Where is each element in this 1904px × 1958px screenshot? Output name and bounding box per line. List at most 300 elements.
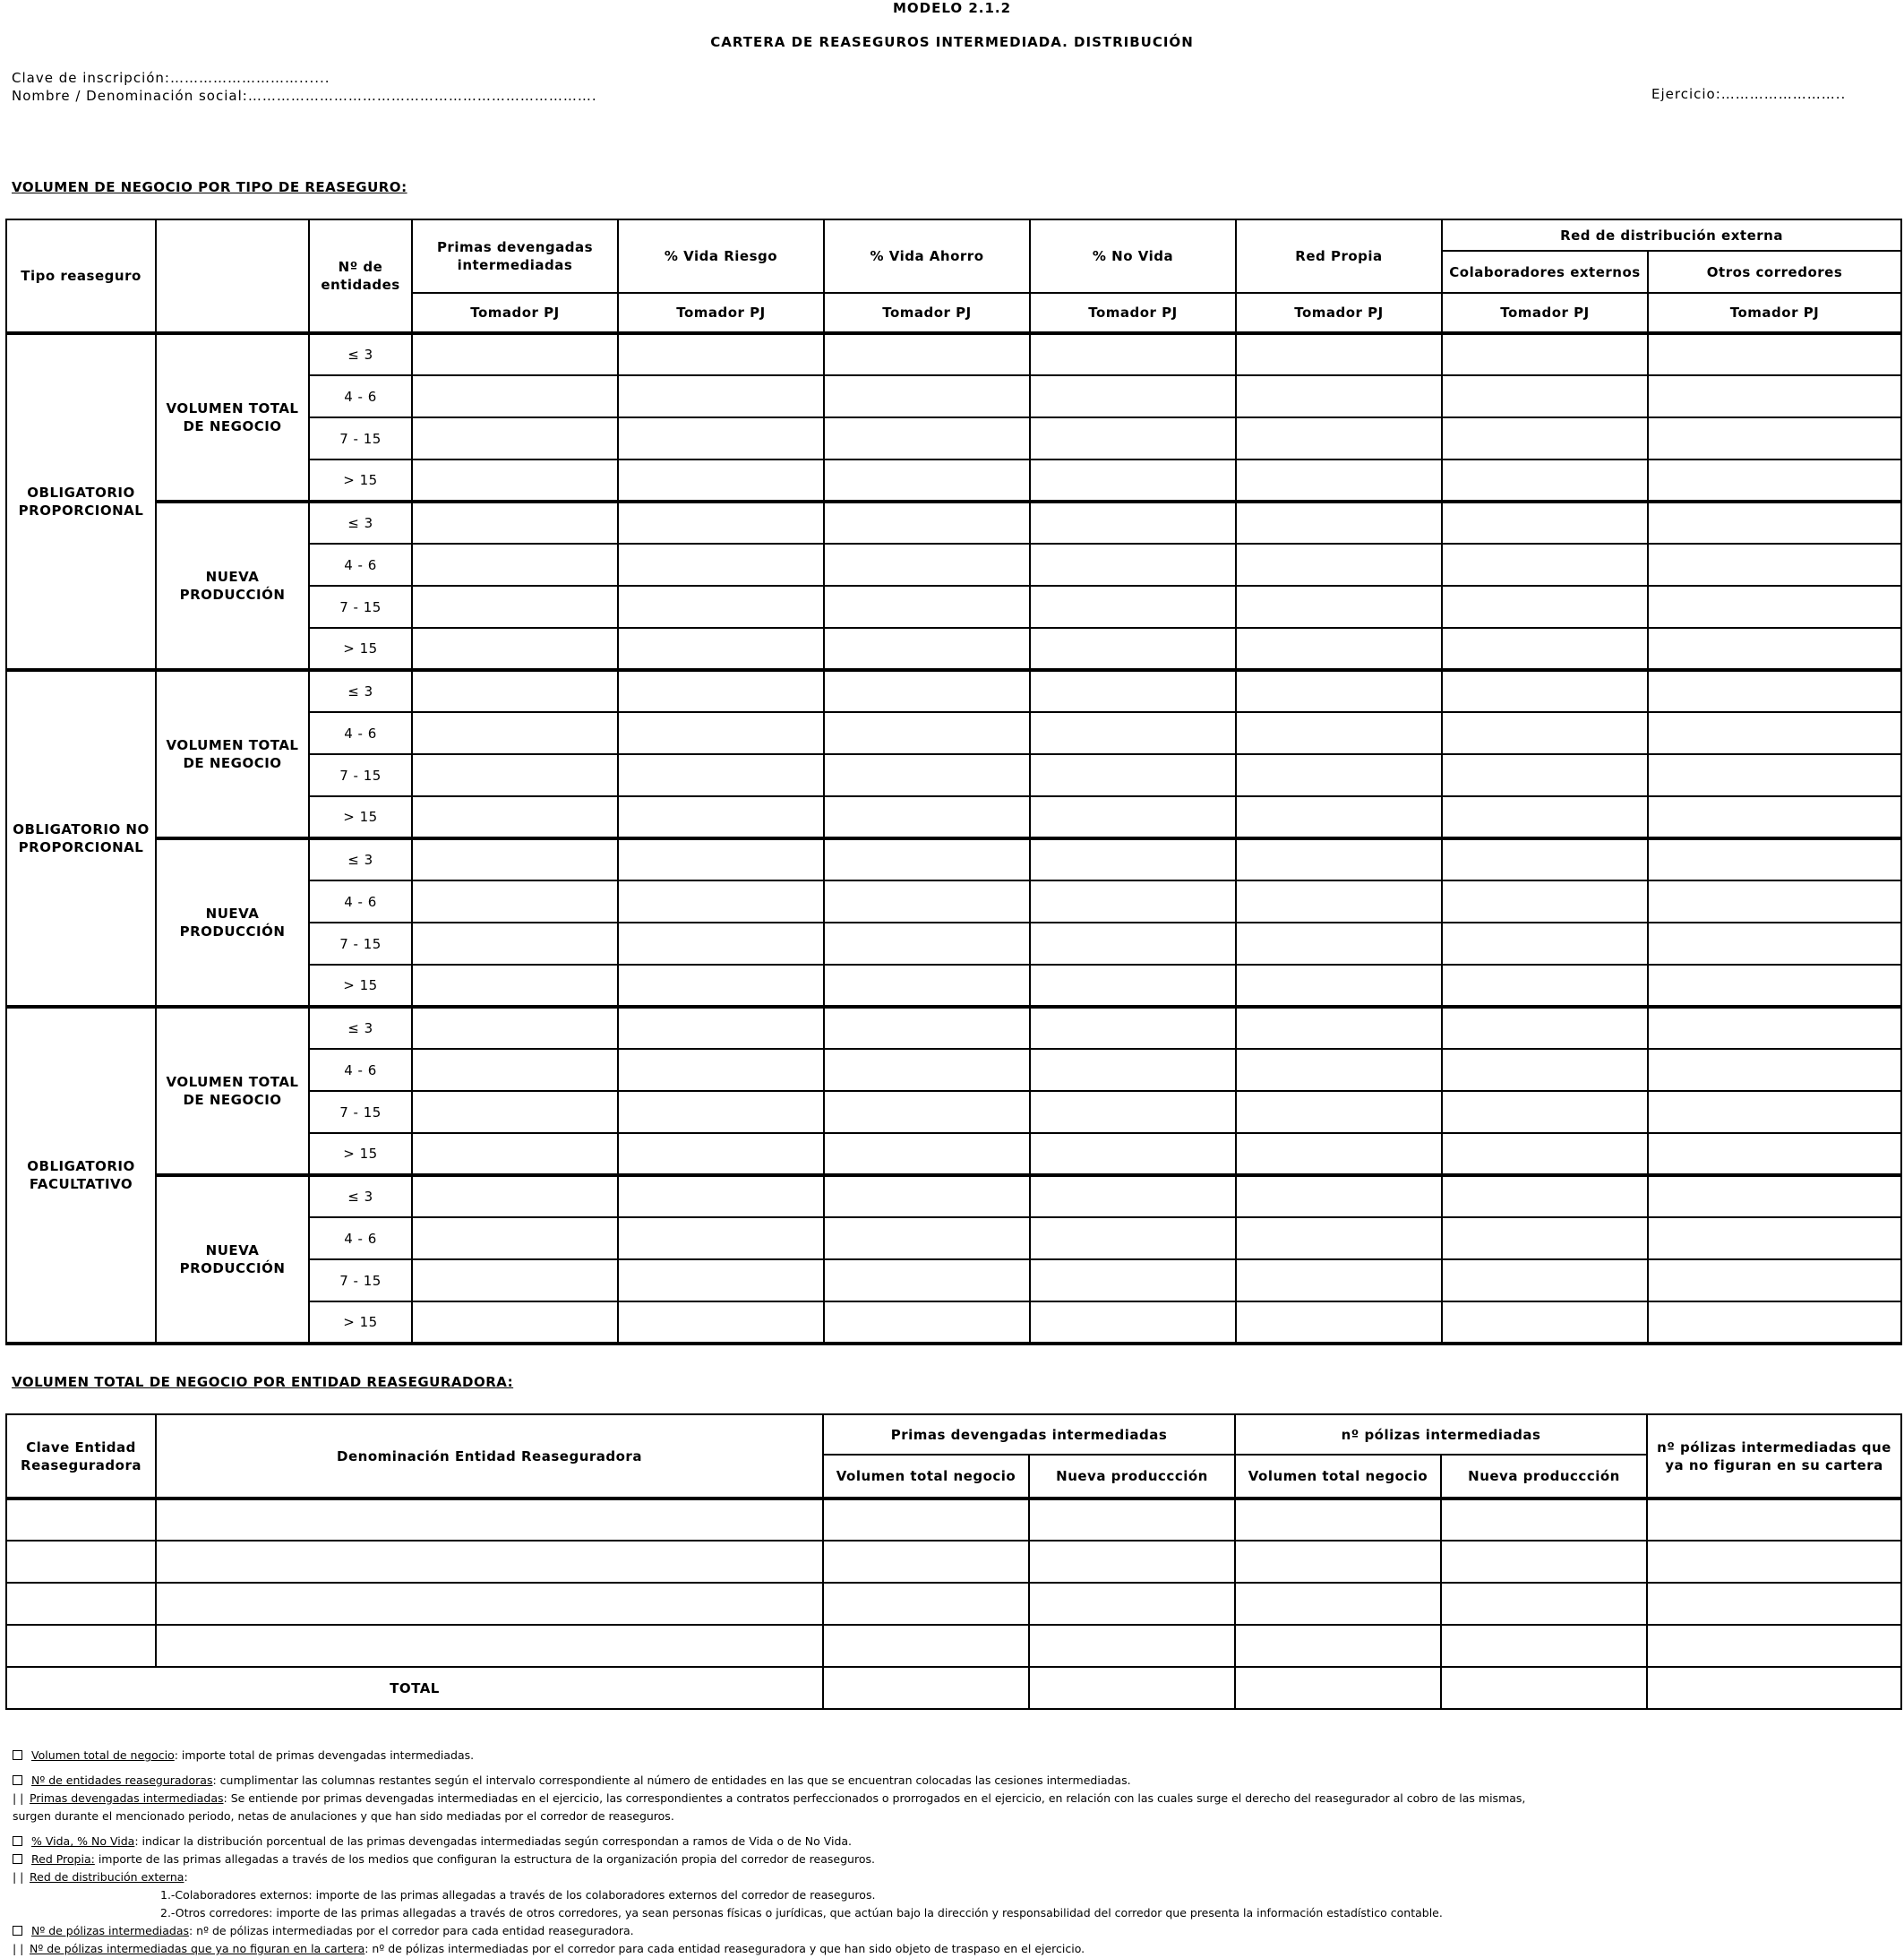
footnote-item [13, 1790, 1525, 1808]
range-label: ≤ 3 [309, 838, 412, 880]
tomador-pj-header: Tomador PJ [1442, 293, 1648, 333]
tomador-pj-header: Tomador PJ [412, 293, 618, 333]
col-denominacion-entidad: Denominación Entidad Reaseguradora [156, 1414, 823, 1499]
data-cell[interactable] [1236, 502, 1442, 544]
entity-data-cell[interactable] [1029, 1583, 1235, 1625]
data-cell[interactable] [1442, 880, 1648, 923]
data-cell[interactable] [1442, 1175, 1648, 1217]
footnote-term: Nº de pólizas intermediadas que ya no figuran en la cartera [30, 1942, 365, 1955]
entity-data-cell[interactable] [1235, 1625, 1441, 1667]
data-cell[interactable] [1236, 754, 1442, 796]
data-cell[interactable] [1236, 923, 1442, 965]
data-cell[interactable] [618, 1049, 824, 1091]
data-cell[interactable] [618, 880, 824, 923]
data-cell[interactable] [1442, 628, 1648, 670]
data-cell[interactable] [412, 1301, 618, 1344]
data-cell[interactable] [412, 965, 618, 1007]
data-cell[interactable] [1030, 333, 1236, 375]
data-cell[interactable] [824, 417, 1030, 459]
data-cell[interactable] [1648, 1007, 1901, 1049]
footnote-text: 1.-Colaboradores externos: importe de las primas allegadas a través de los colaboradores externos del corredor de reaseguros. [160, 1888, 876, 1902]
entity-data-cell[interactable] [823, 1625, 1029, 1667]
data-cell[interactable] [1442, 502, 1648, 544]
range-label: > 15 [309, 459, 412, 502]
col-polizas-no-figuran: nº pólizas intermediadas que ya no figuran en su cartera [1647, 1414, 1901, 1499]
footnote-item [13, 1808, 674, 1825]
data-cell[interactable] [1442, 417, 1648, 459]
data-cell[interactable] [1648, 796, 1901, 838]
data-cell[interactable] [618, 459, 824, 502]
data-cell[interactable] [1648, 628, 1901, 670]
data-cell[interactable] [412, 880, 618, 923]
col-clave-entidad: Clave Entidad Reaseguradora [6, 1414, 156, 1499]
data-cell[interactable] [618, 502, 824, 544]
data-cell[interactable] [618, 796, 824, 838]
data-cell[interactable] [1442, 1133, 1648, 1175]
data-cell[interactable] [824, 459, 1030, 502]
data-cell[interactable] [1442, 923, 1648, 965]
data-cell[interactable] [618, 1091, 824, 1133]
data-cell[interactable] [824, 880, 1030, 923]
data-cell[interactable] [412, 586, 618, 628]
data-cell[interactable] [1030, 459, 1236, 502]
nombre-denominacion-field[interactable]: Nombre / Denominación social:………………………………………………………………. [12, 88, 597, 104]
entity-data-cell[interactable] [1647, 1541, 1901, 1583]
entity-table [5, 1413, 1902, 1710]
data-cell[interactable] [1030, 417, 1236, 459]
data-cell[interactable] [1236, 459, 1442, 502]
subgroup-label: NUEVA PRODUCCIÓN [156, 502, 309, 670]
col-vida-ahorro: % Vida Ahorro [824, 219, 1030, 293]
footnote-item [13, 1772, 1131, 1790]
entity-data-cell[interactable] [156, 1499, 823, 1541]
footnote-term: % Vida, % No Vida [31, 1834, 135, 1848]
data-cell[interactable] [1236, 1217, 1442, 1259]
data-cell[interactable] [1442, 1007, 1648, 1049]
data-cell[interactable] [618, 965, 824, 1007]
data-cell[interactable] [1648, 586, 1901, 628]
data-cell[interactable] [1236, 712, 1442, 754]
total-cell[interactable] [1029, 1667, 1235, 1709]
data-cell[interactable] [1648, 1259, 1901, 1301]
data-cell[interactable] [618, 838, 824, 880]
data-cell[interactable] [618, 923, 824, 965]
total-label: TOTAL [6, 1667, 823, 1709]
data-cell[interactable] [412, 923, 618, 965]
tomador-pj-header: Tomador PJ [618, 293, 824, 333]
group-label: OBLIGATORIO FACULTATIVO [6, 1007, 156, 1344]
col-red-propia: Red Propia [1236, 219, 1442, 293]
data-cell[interactable] [412, 1259, 618, 1301]
bullet-box-icon [13, 1926, 22, 1936]
entity-data-cell[interactable] [823, 1541, 1029, 1583]
data-cell[interactable] [1030, 1133, 1236, 1175]
col-primas-devengadas: Primas devengadas intermediadas [823, 1414, 1235, 1455]
data-cell[interactable] [618, 754, 824, 796]
data-cell[interactable] [1648, 333, 1901, 375]
data-cell[interactable] [1648, 1091, 1901, 1133]
data-cell[interactable] [1442, 1301, 1648, 1344]
bullet-box-icon [13, 1750, 22, 1760]
group-label: OBLIGATORIO PROPORCIONAL [6, 333, 156, 670]
data-cell[interactable] [1648, 1049, 1901, 1091]
subgroup-label: VOLUMEN TOTAL DE NEGOCIO [156, 1007, 309, 1175]
entity-data-cell[interactable] [1647, 1625, 1901, 1667]
footnote-item [13, 1868, 188, 1886]
data-cell[interactable] [618, 1007, 824, 1049]
range-label: ≤ 3 [309, 502, 412, 544]
data-cell[interactable] [1030, 880, 1236, 923]
data-cell[interactable] [618, 417, 824, 459]
data-cell[interactable] [824, 1301, 1030, 1344]
model-number: MODELO 2.1.2 [892, 0, 1012, 16]
data-cell[interactable] [824, 502, 1030, 544]
range-label: 4 - 6 [309, 712, 412, 754]
entity-data-cell[interactable] [1441, 1541, 1647, 1583]
data-cell[interactable] [412, 754, 618, 796]
data-cell[interactable] [1236, 333, 1442, 375]
footnote-text: surgen durante el mencionado periodo, netas de anulaciones y que han sido mediadas por el corredor de reaseguros. [13, 1809, 674, 1823]
data-cell[interactable] [1442, 459, 1648, 502]
data-cell[interactable] [1030, 1175, 1236, 1217]
data-cell[interactable] [1236, 1049, 1442, 1091]
data-cell[interactable] [1442, 1217, 1648, 1259]
range-label: > 15 [309, 628, 412, 670]
entity-data-cell[interactable] [1441, 1583, 1647, 1625]
footnotes [13, 1747, 1893, 1953]
range-label: ≤ 3 [309, 670, 412, 712]
range-label: 4 - 6 [309, 1217, 412, 1259]
data-cell[interactable] [1236, 1259, 1442, 1301]
total-cell[interactable] [1647, 1667, 1901, 1709]
data-cell[interactable] [1236, 796, 1442, 838]
range-label: 7 - 15 [309, 923, 412, 965]
clave-inscripcion-field[interactable]: Clave de inscripción:………………………...... [12, 70, 330, 86]
data-cell[interactable] [1236, 965, 1442, 1007]
data-cell[interactable] [1648, 880, 1901, 923]
range-label: 7 - 15 [309, 1259, 412, 1301]
data-cell[interactable] [1442, 333, 1648, 375]
tomador-pj-header: Tomador PJ [824, 293, 1030, 333]
data-cell[interactable] [1442, 586, 1648, 628]
data-cell[interactable] [824, 375, 1030, 417]
data-cell[interactable] [824, 1259, 1030, 1301]
data-cell[interactable] [412, 1049, 618, 1091]
entity-data-cell[interactable] [1235, 1541, 1441, 1583]
data-cell[interactable] [618, 544, 824, 586]
col-num-entidades: Nº de entidades [309, 219, 412, 333]
data-cell[interactable] [618, 1259, 824, 1301]
data-cell[interactable] [1030, 1007, 1236, 1049]
footnote-text: : cumplimentar las columnas restantes según el intervalo correspondiente al número de entidades en las que se encuentran colocadas las cesiones intermediadas. [212, 1773, 1131, 1787]
total-cell[interactable] [1441, 1667, 1647, 1709]
data-cell[interactable] [1442, 1091, 1648, 1133]
data-cell[interactable] [1442, 1259, 1648, 1301]
footnote-text: : indicar la distribución porcentual de las primas devengadas intermediadas según correspondan a ramos de Vida o de No Vida. [134, 1834, 853, 1848]
col-no-vida: % No Vida [1030, 219, 1236, 293]
sub-nueva-produccion: Nueva produccción [1441, 1455, 1647, 1499]
data-cell[interactable] [824, 1133, 1030, 1175]
footnote-item [13, 1747, 474, 1765]
bullet-mark-icon: | | [13, 1791, 24, 1805]
subgroup-label: NUEVA PRODUCCIÓN [156, 838, 309, 1007]
footnote-text: : nº de pólizas intermediadas por el corredor para cada entidad reaseguradora. [189, 1924, 634, 1937]
data-cell[interactable] [412, 1007, 618, 1049]
col-num-polizas: nº pólizas intermediadas [1235, 1414, 1647, 1455]
subgroup-label: VOLUMEN TOTAL DE NEGOCIO [156, 670, 309, 838]
bullet-box-icon [13, 1854, 22, 1864]
range-label: > 15 [309, 965, 412, 1007]
entity-data-cell[interactable] [156, 1541, 823, 1583]
data-cell[interactable] [618, 670, 824, 712]
data-cell[interactable] [1236, 1133, 1442, 1175]
data-cell[interactable] [824, 333, 1030, 375]
data-cell[interactable] [412, 838, 618, 880]
range-label: ≤ 3 [309, 333, 412, 375]
data-cell[interactable] [1030, 923, 1236, 965]
data-cell[interactable] [1030, 965, 1236, 1007]
data-cell[interactable] [1236, 586, 1442, 628]
data-cell[interactable] [1030, 1259, 1236, 1301]
bullet-box-icon [13, 1775, 22, 1785]
entity-data-cell[interactable] [6, 1583, 156, 1625]
entity-data-cell[interactable] [1647, 1583, 1901, 1625]
data-cell[interactable] [1030, 502, 1236, 544]
footnote-text: : Se entiende por primas devengadas intermediadas en el ejercicio, las correspondientes a contratos perfeccionados o prorrogados en el ejercicio, en relación con las cuales surge el derecho del reasegurador al cobro de las mismas, [223, 1791, 1526, 1805]
data-cell[interactable] [824, 712, 1030, 754]
footnote-text: importe de las primas allegadas a través de los medios que configuran la estructura de la organización propia del corredor de reaseguros. [94, 1852, 875, 1866]
data-cell[interactable] [412, 796, 618, 838]
data-cell[interactable] [1648, 502, 1901, 544]
data-cell[interactable] [824, 586, 1030, 628]
data-cell[interactable] [412, 459, 618, 502]
data-cell[interactable] [1648, 1301, 1901, 1344]
data-cell[interactable] [1236, 880, 1442, 923]
section1-title: VOLUMEN DE NEGOCIO POR TIPO DE REASEGURO: [12, 179, 407, 195]
entity-data-cell[interactable] [823, 1583, 1029, 1625]
data-cell[interactable] [1648, 1175, 1901, 1217]
subgroup-label: VOLUMEN TOTAL DE NEGOCIO [156, 333, 309, 502]
data-cell[interactable] [824, 923, 1030, 965]
data-cell[interactable] [1442, 544, 1648, 586]
bullet-mark-icon: | | [13, 1942, 24, 1955]
data-cell[interactable] [1236, 628, 1442, 670]
ejercicio-field[interactable]: Ejercicio:…………………….. [1651, 86, 1847, 102]
data-cell[interactable] [412, 628, 618, 670]
data-cell[interactable] [412, 1217, 618, 1259]
data-cell[interactable] [1030, 544, 1236, 586]
range-label: 7 - 15 [309, 754, 412, 796]
entity-data-cell[interactable] [6, 1541, 156, 1583]
data-cell[interactable] [618, 333, 824, 375]
entity-data-cell[interactable] [6, 1499, 156, 1541]
data-cell[interactable] [1648, 754, 1901, 796]
footnote-term: Primas devengadas intermediadas [30, 1791, 224, 1805]
bullet-box-icon [13, 1836, 22, 1846]
section2-title: VOLUMEN TOTAL DE NEGOCIO POR ENTIDAD REASEGURADORA: [12, 1374, 514, 1390]
data-cell[interactable] [618, 1217, 824, 1259]
footnote-text: : [184, 1870, 188, 1884]
data-cell[interactable] [824, 754, 1030, 796]
data-cell[interactable] [824, 1091, 1030, 1133]
range-label: ≤ 3 [309, 1007, 412, 1049]
data-cell[interactable] [1236, 375, 1442, 417]
data-cell[interactable] [1648, 965, 1901, 1007]
footnote-text: : importe total de primas devengadas intermediadas. [174, 1748, 475, 1762]
entity-data-cell[interactable] [1441, 1499, 1647, 1541]
data-cell[interactable] [1442, 796, 1648, 838]
data-cell[interactable] [412, 417, 618, 459]
data-cell[interactable] [1236, 1175, 1442, 1217]
range-label: 4 - 6 [309, 375, 412, 417]
data-cell[interactable] [824, 1175, 1030, 1217]
sub-volumen-total: Volumen total negocio [1235, 1455, 1441, 1499]
data-cell[interactable] [1648, 417, 1901, 459]
bullet-mark-icon: | | [13, 1870, 24, 1884]
data-cell[interactable] [824, 796, 1030, 838]
page-title: CARTERA DE REASEGUROS INTERMEDIADA. DISTRIBUCIÓN [710, 34, 1194, 50]
data-cell[interactable] [618, 1175, 824, 1217]
data-cell[interactable] [1236, 1091, 1442, 1133]
range-label: 4 - 6 [309, 544, 412, 586]
group-label: OBLIGATORIO NO PROPORCIONAL [6, 670, 156, 1007]
data-cell[interactable] [618, 586, 824, 628]
footnote-item [13, 1833, 852, 1851]
entity-data-cell[interactable] [1647, 1499, 1901, 1541]
data-cell[interactable] [1030, 375, 1236, 417]
col-vida-riesgo: % Vida Riesgo [618, 219, 824, 293]
data-cell[interactable] [1442, 375, 1648, 417]
reinsurance-type-table [5, 219, 1902, 1345]
entity-data-cell[interactable] [1029, 1499, 1235, 1541]
tomador-pj-header: Tomador PJ [1030, 293, 1236, 333]
entity-data-cell[interactable] [823, 1499, 1029, 1541]
data-cell[interactable] [1648, 923, 1901, 965]
data-cell[interactable] [618, 375, 824, 417]
data-cell[interactable] [824, 1007, 1030, 1049]
data-cell[interactable] [1030, 1217, 1236, 1259]
entity-data-cell[interactable] [156, 1583, 823, 1625]
footnote-item [160, 1904, 1443, 1922]
footnote-item [13, 1922, 634, 1940]
data-cell[interactable] [1236, 670, 1442, 712]
range-label: ≤ 3 [309, 1175, 412, 1217]
data-cell[interactable] [1442, 965, 1648, 1007]
total-cell[interactable] [1235, 1667, 1441, 1709]
data-cell[interactable] [1030, 670, 1236, 712]
data-cell[interactable] [618, 628, 824, 670]
data-cell[interactable] [1236, 1007, 1442, 1049]
col-otros-corredores: Otros corredores [1648, 251, 1901, 293]
footnote-term: Nº de pólizas intermediadas [31, 1924, 189, 1937]
data-cell[interactable] [1648, 712, 1901, 754]
data-cell[interactable] [824, 544, 1030, 586]
data-cell[interactable] [1030, 712, 1236, 754]
data-cell[interactable] [1030, 628, 1236, 670]
footnote-text: : nº de pólizas intermediadas por el corredor para cada entidad reaseguradora y que han sido objeto de traspaso en el ejercicio. [365, 1942, 1085, 1955]
data-cell[interactable] [1648, 459, 1901, 502]
total-cell[interactable] [823, 1667, 1029, 1709]
data-cell[interactable] [1442, 670, 1648, 712]
footnote-item [160, 1886, 875, 1904]
entity-data-cell[interactable] [6, 1625, 156, 1667]
data-cell[interactable] [824, 1049, 1030, 1091]
data-cell[interactable] [618, 1301, 824, 1344]
entity-data-cell[interactable] [1235, 1499, 1441, 1541]
data-cell[interactable] [1030, 1049, 1236, 1091]
data-cell[interactable] [412, 333, 618, 375]
data-cell[interactable] [1030, 754, 1236, 796]
data-cell[interactable] [1648, 544, 1901, 586]
data-cell[interactable] [412, 712, 618, 754]
data-cell[interactable] [618, 712, 824, 754]
footnote-item [13, 1940, 1085, 1958]
subgroup-label: NUEVA PRODUCCIÓN [156, 1175, 309, 1344]
data-cell[interactable] [1442, 754, 1648, 796]
data-cell[interactable] [1030, 1091, 1236, 1133]
range-label: 7 - 15 [309, 417, 412, 459]
data-cell[interactable] [1030, 586, 1236, 628]
footnote-item [13, 1851, 875, 1868]
data-cell[interactable] [1648, 1133, 1901, 1175]
tomador-pj-header: Tomador PJ [1236, 293, 1442, 333]
tomador-pj-header: Tomador PJ [1648, 293, 1901, 333]
data-cell[interactable] [1236, 1301, 1442, 1344]
data-cell[interactable] [412, 544, 618, 586]
data-cell[interactable] [1648, 375, 1901, 417]
data-cell[interactable] [1648, 670, 1901, 712]
data-cell[interactable] [412, 670, 618, 712]
data-cell[interactable] [1442, 838, 1648, 880]
col-colaboradores: Colaboradores externos [1442, 251, 1648, 293]
entity-data-cell[interactable] [1029, 1541, 1235, 1583]
data-cell[interactable] [412, 1133, 618, 1175]
col-blank-header [156, 219, 309, 333]
range-label: 4 - 6 [309, 1049, 412, 1091]
data-cell[interactable] [1442, 1049, 1648, 1091]
data-cell[interactable] [412, 1175, 618, 1217]
data-cell[interactable] [824, 1217, 1030, 1259]
range-label: 7 - 15 [309, 586, 412, 628]
data-cell[interactable] [1030, 1301, 1236, 1344]
data-cell[interactable] [1236, 838, 1442, 880]
entity-data-cell[interactable] [1029, 1625, 1235, 1667]
entity-data-cell[interactable] [1235, 1583, 1441, 1625]
footnote-term: Red de distribución externa [30, 1870, 184, 1884]
range-label: > 15 [309, 796, 412, 838]
entity-data-cell[interactable] [1441, 1625, 1647, 1667]
data-cell[interactable] [412, 502, 618, 544]
data-cell[interactable] [1236, 417, 1442, 459]
data-cell[interactable] [1030, 796, 1236, 838]
data-cell[interactable] [824, 628, 1030, 670]
data-cell[interactable] [618, 1133, 824, 1175]
data-cell[interactable] [1648, 838, 1901, 880]
range-label: 7 - 15 [309, 1091, 412, 1133]
data-cell[interactable] [1648, 1217, 1901, 1259]
entity-data-cell[interactable] [156, 1625, 823, 1667]
data-cell[interactable] [1236, 544, 1442, 586]
data-cell[interactable] [412, 375, 618, 417]
data-cell[interactable] [1442, 712, 1648, 754]
data-cell[interactable] [824, 838, 1030, 880]
data-cell[interactable] [824, 965, 1030, 1007]
col-primas: Primas devengadas intermediadas [412, 219, 618, 293]
data-cell[interactable] [824, 670, 1030, 712]
col-tipo-reaseguro: Tipo reaseguro [6, 219, 156, 333]
data-cell[interactable] [412, 1091, 618, 1133]
data-cell[interactable] [1030, 838, 1236, 880]
